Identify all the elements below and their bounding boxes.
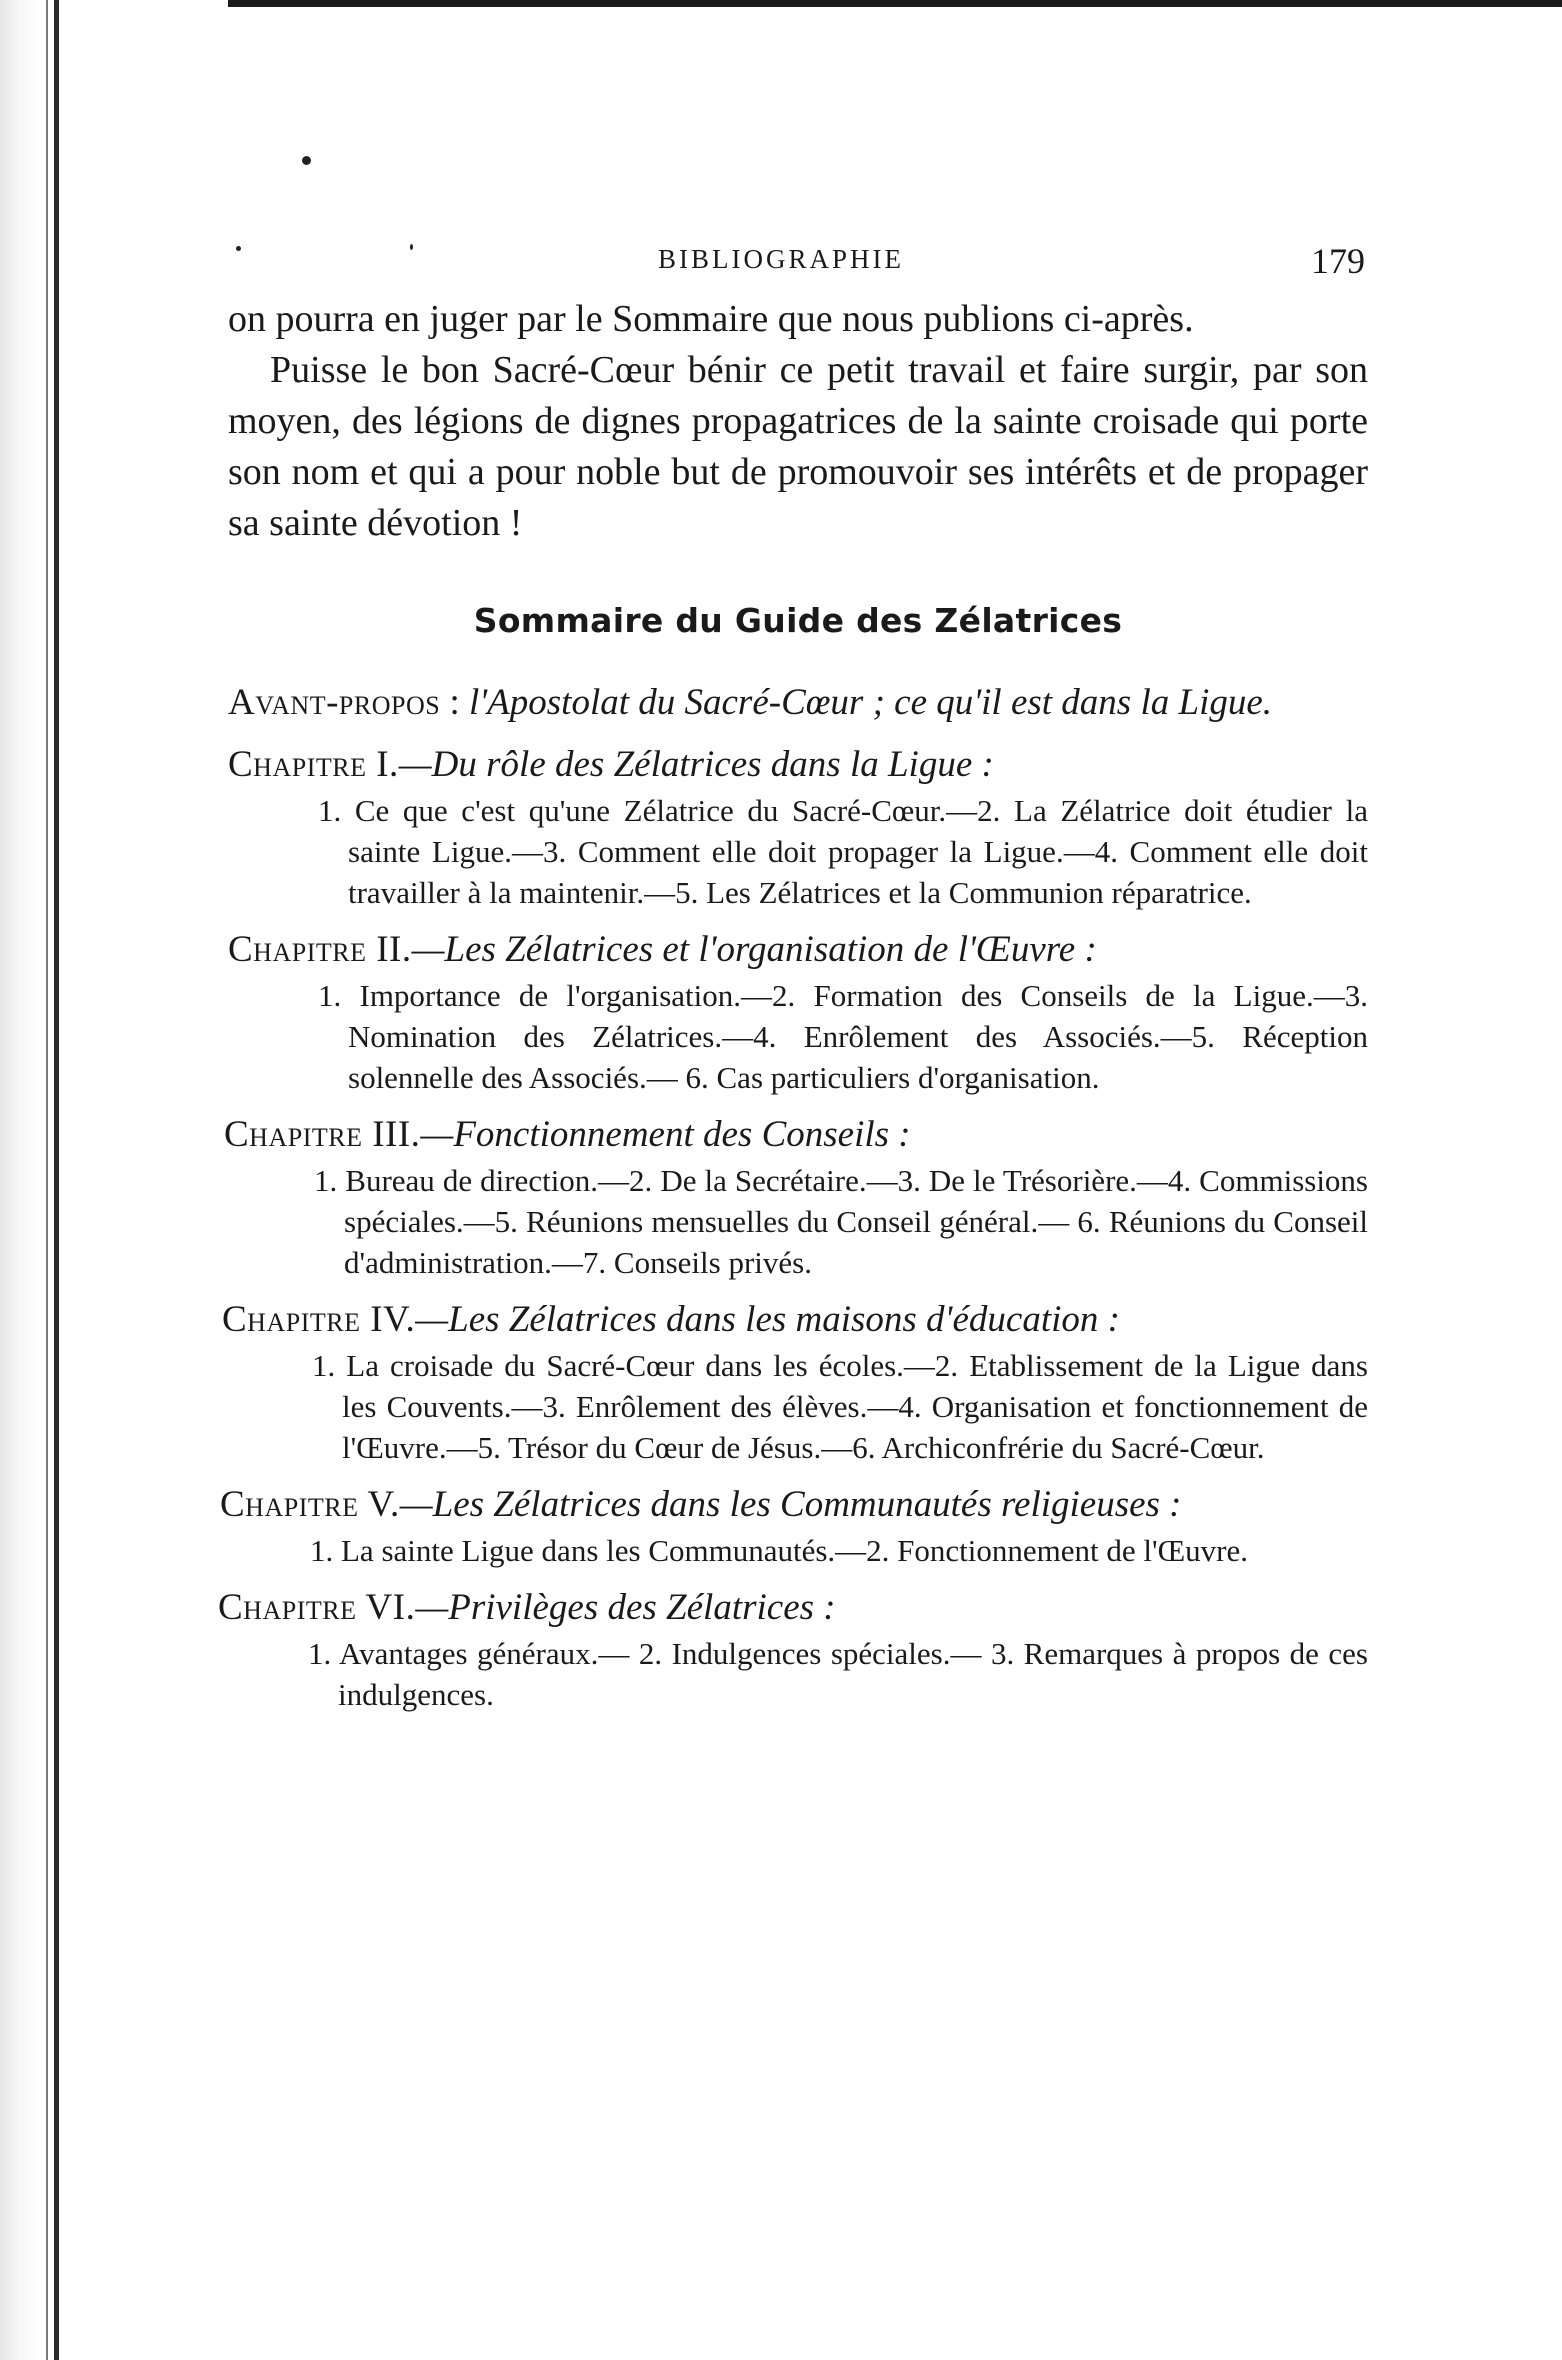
chapter-label: Chapitre I. bbox=[228, 744, 399, 785]
chapter-title: —Les Zélatrices et l'organisation de l'Œuvre : bbox=[411, 929, 1097, 970]
intro-paragraph: Puisse le bon Sacré-Cœur bénir ce petit travail et faire surgir, par son moyen, des légions de dignes propagatrices de la sainte croisade qui porte son nom et qui a pour noble but de promouvoir ses intérêts et de propager sa sainte dévotion ! bbox=[228, 349, 1368, 544]
foreword-title: l'Apostolat du Sacré-Cœur ; ce qu'il est dans la Ligue. bbox=[468, 682, 1273, 723]
chapter-entry bbox=[228, 925, 1368, 1098]
chapter-contents: 1. La sainte Ligue dans les Communautés.—2. Fonctionnement de l'Œuvre. bbox=[310, 1533, 1248, 1568]
chapter-title: —Les Zélatrices dans les maisons d'éducation : bbox=[415, 1299, 1120, 1340]
chapter-title: —Privilèges des Zélatrices : bbox=[415, 1587, 836, 1628]
page-number: 179 bbox=[1311, 241, 1365, 281]
book-page bbox=[218, 230, 1368, 1727]
foreword-entry bbox=[228, 678, 1368, 728]
chapter-title: —Les Zélatrices dans les Communautés religieuses : bbox=[399, 1484, 1182, 1525]
chapter-label: Chapitre VI. bbox=[218, 1587, 416, 1628]
foreword-title-line bbox=[228, 678, 1368, 728]
top-edge-rule bbox=[228, 0, 1562, 7]
chapter-entry bbox=[224, 1110, 1368, 1283]
running-head bbox=[228, 230, 1368, 294]
binding-shadow bbox=[0, 0, 80, 2360]
chapter-title-line bbox=[228, 925, 1368, 975]
chapter-title-line bbox=[220, 1480, 1368, 1530]
running-title: BIBLIOGRAPHIE bbox=[658, 244, 904, 274]
chapter-contents: 1. Importance de l'organisation.—2. Formation des Conseils de la Ligue.—3. Nomination des Zélatrices.—4. Enrôlement des Associés.—5. Réception solennelle des Associés.— 6. Cas particuliers d'organisation. bbox=[318, 978, 1368, 1095]
chapter-entry bbox=[220, 1480, 1368, 1571]
binding-edge-line bbox=[54, 0, 59, 2360]
chapter-label: Chapitre V. bbox=[220, 1484, 400, 1525]
chapter-entry bbox=[222, 1295, 1368, 1468]
chapter-contents: 1. La croisade du Sacré-Cœur dans les écoles.—2. Etablissement de la Ligue dans les Couvents.—3. Enrôlement des élèves.—4. Organisation et fonctionnement de l'Œuvre.—5. Trésor du Cœur de Jésus.—6. Archiconfrérie du Sacré-Cœur. bbox=[312, 1348, 1368, 1465]
chapter-title-line bbox=[224, 1110, 1368, 1160]
section-heading: Sommaire du Guide des Zélatrices bbox=[473, 601, 1123, 640]
chapter-contents: 1. Ce que c'est qu'une Zélatrice du Sacré-Cœur.—2. La Zélatrice doit étudier la sainte Ligue.—3. Comment elle doit propager la Ligue.—4. Comment elle doit travailler à la maintenir.—5. Les Zélatrices et la Communion réparatrice. bbox=[318, 793, 1368, 910]
intro-paragraph-continued: on pourra en juger par le Sommaire que nous publions ci-après. bbox=[228, 298, 1194, 340]
ink-speck bbox=[302, 156, 311, 165]
chapter-contents: 1. Avantages généraux.— 2. Indulgences spéciales.— 3. Remarques à propos de ces indulgences. bbox=[308, 1636, 1368, 1712]
chapter-entry bbox=[218, 1583, 1368, 1715]
binding-edge-line bbox=[46, 0, 48, 2360]
chapter-title: —Fonctionnement des Conseils : bbox=[420, 1114, 911, 1155]
chapter-title: —Du rôle des Zélatrices dans la Ligue : bbox=[398, 744, 994, 785]
foreword-label: Avant-propos bbox=[228, 682, 441, 723]
chapter-title-line bbox=[218, 1583, 1368, 1633]
chapter-title-line bbox=[222, 1295, 1368, 1345]
chapter-entry bbox=[228, 740, 1368, 913]
foreword-separator: : bbox=[440, 682, 469, 723]
chapter-label: Chapitre III. bbox=[224, 1114, 421, 1155]
chapter-title-line bbox=[228, 740, 1368, 790]
chapter-label: Chapitre II. bbox=[228, 929, 412, 970]
chapter-label: Chapitre IV. bbox=[222, 1299, 416, 1340]
chapter-contents: 1. Bureau de direction.—2. De la Secrétaire.—3. De le Trésorière.—4. Commissions spéciales.—5. Réunions mensuelles du Conseil général.— 6. Réunions du Conseil d'administration.—7. Conseils privés. bbox=[314, 1163, 1368, 1280]
